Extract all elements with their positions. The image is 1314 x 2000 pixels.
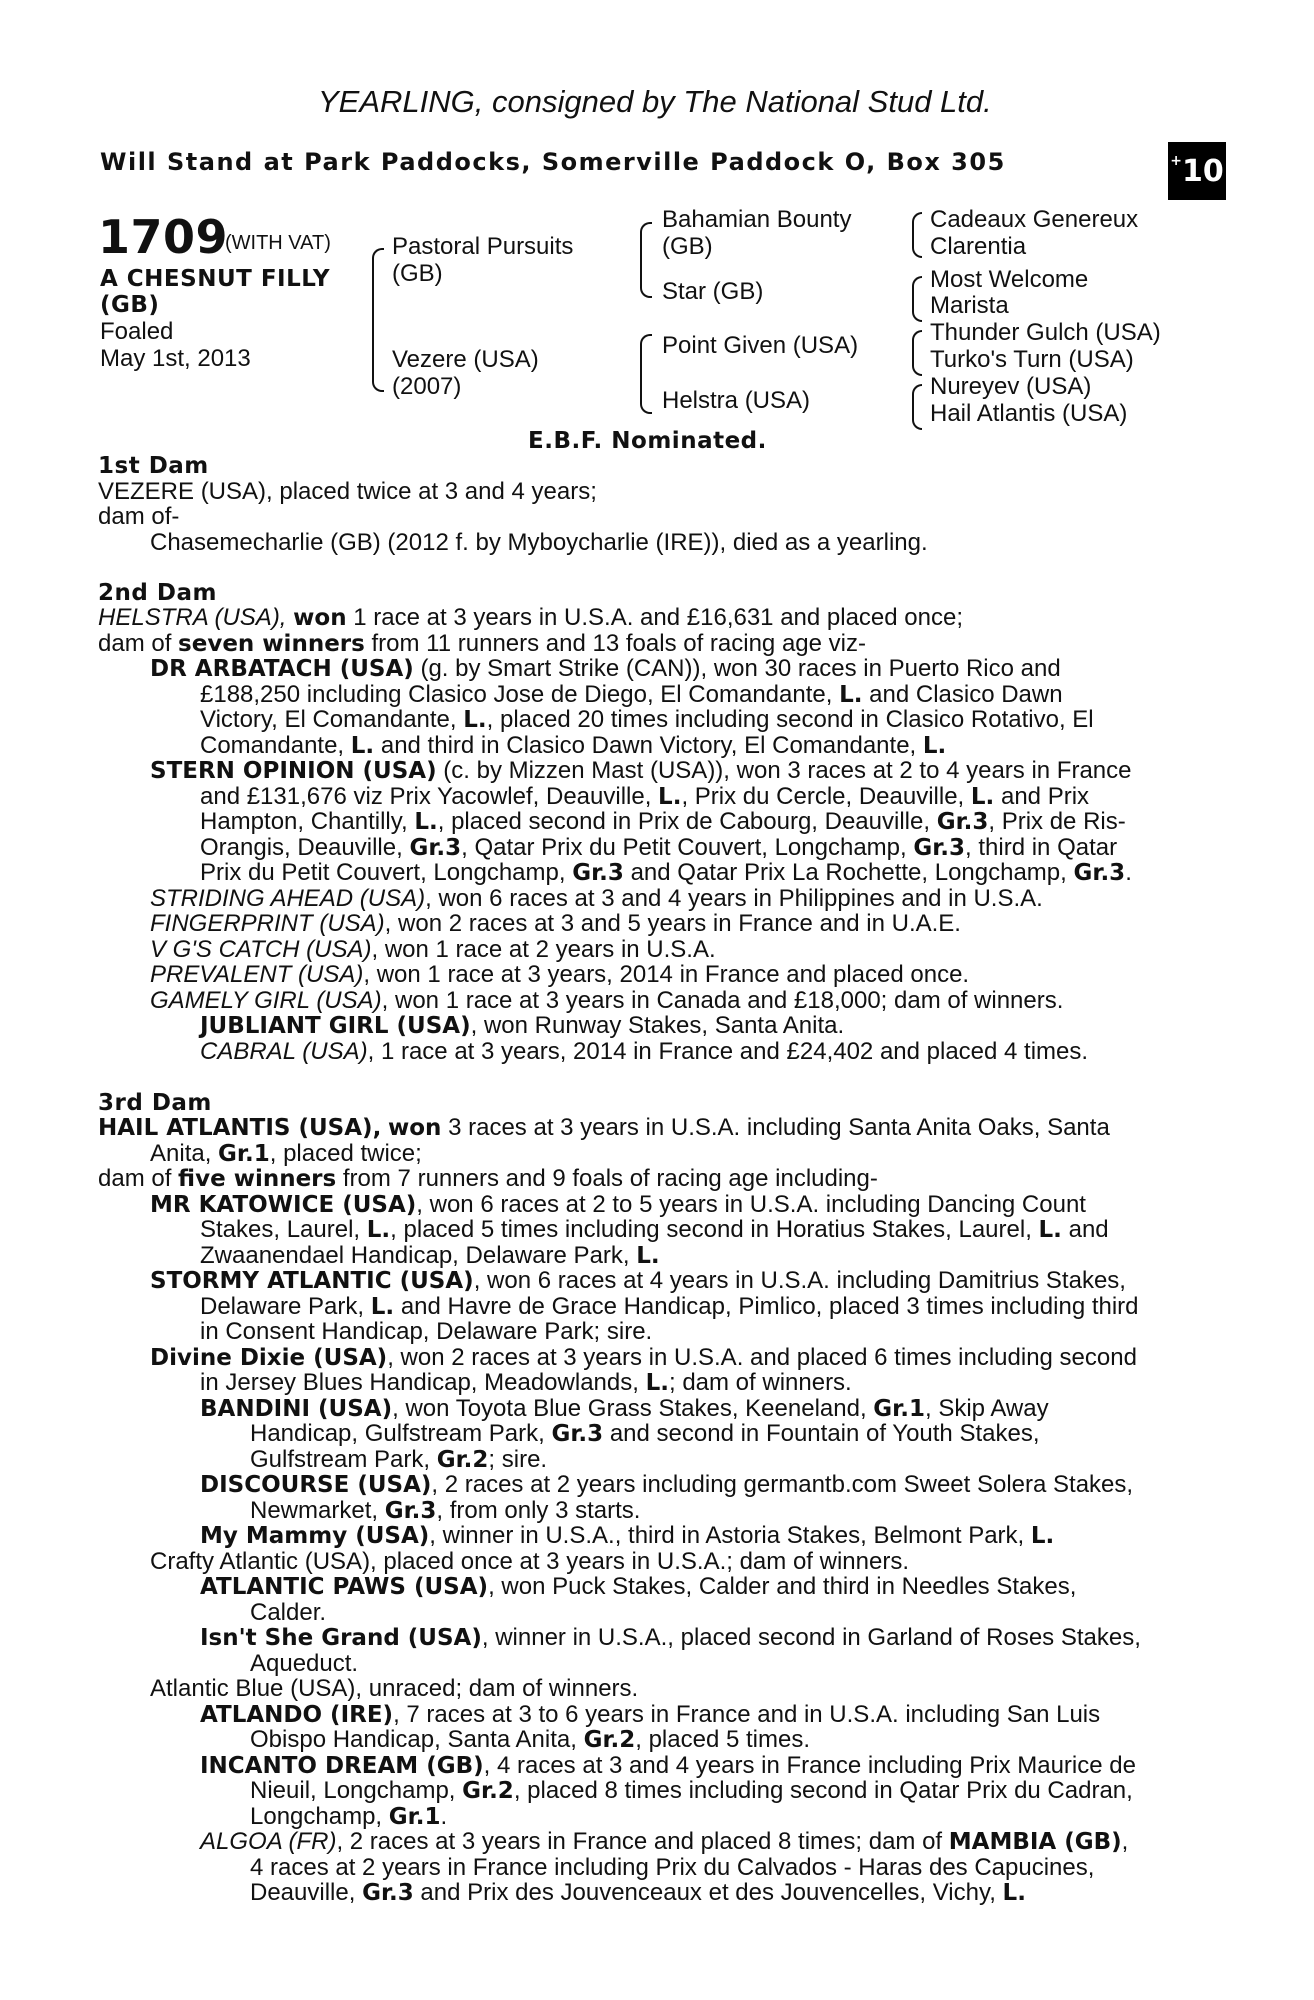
third-dam-line bbox=[250, 1880, 1026, 1907]
text: Gr.1 bbox=[218, 1141, 270, 1167]
text: V G'S CATCH (USA) bbox=[150, 936, 372, 963]
text: , Prix du Cercle, Deauville, bbox=[681, 783, 965, 810]
text: (c. by Mizzen Mast (USA)), won 3 races at 2 to 4 years in France bbox=[443, 757, 1132, 784]
text: Obispo Handicap, Santa Anita, bbox=[250, 1726, 577, 1753]
text: Isn't She Grand (USA) bbox=[200, 1625, 482, 1651]
text: Gr.2 bbox=[436, 1447, 489, 1473]
text: and Clasico Dawn bbox=[869, 681, 1063, 708]
text: , won Puck Stakes, Calder and third in Needles Stakes, bbox=[488, 1573, 1077, 1600]
lot-badge bbox=[1168, 142, 1226, 200]
first-dam-heading: 1st Dam bbox=[98, 453, 209, 479]
dam-year: (2007) bbox=[392, 373, 462, 400]
text: , placed 8 times including second in Qatar Prix du Cadran, bbox=[513, 1777, 1133, 1804]
dam-sire: Point Given (USA) bbox=[662, 332, 859, 359]
text: . bbox=[440, 1803, 448, 1830]
text: 3 races at 3 years in U.S.A. including Santa Anita Oaks, Santa bbox=[448, 1114, 1110, 1141]
first-dam-line: Chasemecharlie (GB) (2012 f. by Myboycharlie (IRE)), died as a yearling. bbox=[150, 529, 928, 556]
third-dam-line bbox=[250, 1447, 547, 1474]
text: , won 6 races at 4 years in U.S.A. including Damitrius Stakes, bbox=[473, 1267, 1126, 1294]
text: Deauville, bbox=[250, 1879, 356, 1906]
third-dam-line bbox=[200, 1702, 1100, 1729]
text: Comandante, bbox=[200, 732, 345, 759]
second-dam-line bbox=[150, 758, 1132, 785]
third-dam-line bbox=[200, 1294, 1139, 1321]
text: Orangis, Deauville, bbox=[200, 834, 403, 861]
text: , placed 5 times including second in Horatius Stakes, Laurel, bbox=[390, 1216, 1032, 1243]
text: Gulfstream Park, bbox=[250, 1446, 431, 1473]
second-dam-line bbox=[98, 631, 866, 658]
text: , from only 3 starts. bbox=[436, 1497, 641, 1524]
text: ; sire. bbox=[488, 1446, 548, 1473]
text: , won 1 race at 2 years in U.S.A. bbox=[371, 936, 716, 963]
text: Zwaanendael Handicap, Delaware Park, bbox=[200, 1242, 630, 1269]
text: won bbox=[293, 605, 347, 631]
third-dam-line bbox=[250, 1498, 640, 1525]
text: PREVALENT (USA) bbox=[150, 961, 364, 988]
text: , winner in U.S.A., placed second in Garland of Roses Stakes, bbox=[481, 1624, 1141, 1651]
text: L. bbox=[414, 809, 438, 835]
text: STRIDING AHEAD (USA) bbox=[150, 885, 426, 912]
text: L. bbox=[970, 784, 995, 810]
third-dam-line bbox=[250, 1804, 447, 1831]
text: , bbox=[1121, 1828, 1129, 1855]
text: Gr.3 bbox=[572, 860, 624, 886]
text: ATLANDO (IRE) bbox=[200, 1702, 394, 1728]
second-dam-line bbox=[200, 682, 1063, 709]
text: , won 6 races at 2 to 5 years in U.S.A. including Dancing Count bbox=[416, 1191, 1086, 1218]
text: , won 2 races at 3 years in U.S.A. and placed 6 times including second bbox=[387, 1344, 1137, 1371]
third-dam-line: Atlantic Blue (USA), unraced; dam of winners. bbox=[150, 1675, 639, 1702]
text: , 4 races at 3 and 4 years in France including Prix Maurice de bbox=[483, 1752, 1136, 1779]
third-dam-line: in Consent Handicap, Delaware Park; sire. bbox=[200, 1318, 653, 1345]
text: , won 2 races at 3 and 5 years in France and in U.A.E. bbox=[384, 910, 961, 937]
text: , 7 races at 3 to 6 years in France and in U.S.A. including San Luis bbox=[393, 1701, 1101, 1728]
sire-origin: (GB) bbox=[392, 260, 443, 287]
text: and third in Clasico Dawn Victory, El Comandante, bbox=[380, 732, 917, 759]
third-dam-line bbox=[200, 1574, 1076, 1601]
text: and £131,676 viz Prix Yacowlef, Deauville, bbox=[200, 783, 652, 810]
dds: Nureyev (USA) bbox=[930, 373, 1092, 400]
bracket-4 bbox=[912, 384, 922, 430]
text: , 2 races at 2 years including germantb.com Sweet Solera Stakes, bbox=[431, 1471, 1134, 1498]
text: Newmarket, bbox=[250, 1497, 379, 1524]
third-dam-line bbox=[150, 1268, 1126, 1295]
text: L. bbox=[839, 682, 863, 708]
text: , won Toyota Blue Grass Stakes, Keeneland, bbox=[392, 1395, 867, 1422]
second-dam-line bbox=[200, 835, 1117, 862]
sire-sire: Bahamian Bounty bbox=[662, 206, 852, 233]
text: GAMELY GIRL (USA) bbox=[150, 987, 382, 1014]
first-dam-line: dam of- bbox=[98, 503, 180, 530]
text: and Prix des Jouvenceaux et des Jouvencelles, Vichy, bbox=[420, 1879, 996, 1906]
text: , won 1 race at 3 years, 2014 in France and placed once. bbox=[363, 961, 970, 988]
lot-number: 1709 bbox=[98, 210, 229, 264]
text: Gr.3 bbox=[384, 1498, 437, 1524]
foaled-label: Foaled bbox=[100, 318, 174, 345]
text: L. bbox=[366, 1217, 391, 1243]
text: STERN OPINION (USA) bbox=[150, 758, 437, 784]
third-dam-line: Crafty Atlantic (USA), placed once at 3 years in U.S.A.; dam of winners. bbox=[150, 1548, 909, 1575]
text: Hampton, Chantilly, bbox=[200, 808, 408, 835]
text: HELSTRA (USA), bbox=[98, 604, 287, 631]
third-dam-line bbox=[98, 1115, 1110, 1142]
text: , third in Qatar bbox=[965, 834, 1118, 861]
text: ALGOA (FR) bbox=[200, 1828, 337, 1855]
sire-dam-bracket bbox=[372, 248, 384, 392]
third-dam-heading: 3rd Dam bbox=[98, 1090, 212, 1116]
third-dam-line bbox=[200, 1753, 1136, 1780]
dam: Vezere (USA) bbox=[392, 346, 539, 373]
text: L. bbox=[1002, 1880, 1026, 1906]
text: , placed twice; bbox=[269, 1140, 422, 1167]
text: Gr.3 bbox=[551, 1421, 604, 1447]
text: , 1 race at 3 years, 2014 in France and £24,402 and placed 4 times. bbox=[367, 1038, 1089, 1065]
ssd: Clarentia bbox=[930, 233, 1027, 260]
third-dam-line bbox=[200, 1370, 852, 1397]
text: JUBLIANT GIRL (USA) bbox=[200, 1013, 471, 1039]
text: BANDINI (USA) bbox=[200, 1396, 393, 1422]
text: L. bbox=[658, 784, 682, 810]
third-dam-line bbox=[200, 1625, 1141, 1652]
text: (g. by Smart Strike (CAN)), won 30 races in Puerto Rico and bbox=[420, 655, 1061, 682]
sire-parents-bracket bbox=[640, 222, 652, 298]
lot-name-line1: A CHESNUT FILLY bbox=[100, 266, 330, 292]
text: and second in Fountain of Youth Stakes, bbox=[609, 1420, 1040, 1447]
text: from 11 runners and 13 foals of racing age viz- bbox=[371, 630, 866, 657]
bracket-1 bbox=[912, 212, 922, 258]
third-dam-line bbox=[98, 1166, 878, 1193]
text: Gr.3 bbox=[936, 809, 989, 835]
text: L. bbox=[463, 707, 487, 733]
text: , Skip Away bbox=[924, 1395, 1049, 1422]
text: , 2 races at 3 years in France and placed 8 times; dam of bbox=[336, 1828, 943, 1855]
third-dam-line bbox=[200, 1396, 1049, 1423]
second-dam-line bbox=[200, 707, 1094, 734]
text: ATLANTIC PAWS (USA) bbox=[200, 1574, 489, 1600]
bracket-2 bbox=[912, 276, 922, 322]
text: , Prix de Ris- bbox=[988, 808, 1126, 835]
text: Gr.3 bbox=[409, 835, 462, 861]
text: ; dam of winners. bbox=[668, 1369, 852, 1396]
text: from 7 runners and 9 foals of racing age including- bbox=[342, 1165, 878, 1192]
second-dam-line bbox=[150, 937, 716, 963]
text: and Qatar Prix La Rochette, Longchamp, bbox=[630, 859, 1067, 886]
ddd: Hail Atlantis (USA) bbox=[930, 400, 1128, 427]
sds: Most Welcome bbox=[930, 266, 1089, 293]
text: L. bbox=[1030, 1523, 1055, 1549]
dam-dam: Helstra (USA) bbox=[662, 387, 811, 414]
second-dam-line bbox=[98, 605, 963, 632]
text: seven winners bbox=[178, 631, 365, 657]
sire-sire-origin: (GB) bbox=[662, 233, 713, 260]
text: dam of bbox=[98, 630, 172, 657]
text: , placed 20 times including second in Clasico Rotativo, El bbox=[486, 706, 1094, 733]
text: MR KATOWICE (USA) bbox=[150, 1192, 417, 1218]
text: MAMBIA (GB) bbox=[948, 1829, 1122, 1855]
text: DISCOURSE (USA) bbox=[200, 1472, 432, 1498]
third-dam-line bbox=[150, 1345, 1137, 1372]
text: L. bbox=[922, 733, 947, 759]
text: FINGERPRINT (USA) bbox=[150, 910, 385, 937]
text: Gr.3 bbox=[1073, 860, 1126, 886]
text: L. bbox=[636, 1243, 660, 1269]
second-dam-line bbox=[150, 962, 969, 988]
text: Divine Dixie (USA) bbox=[150, 1345, 388, 1371]
text: and Havre de Grace Handicap, Pimlico, placed 3 times including third bbox=[400, 1293, 1139, 1320]
text: Gr.2 bbox=[583, 1727, 636, 1753]
text: INCANTO DREAM (GB) bbox=[200, 1753, 484, 1779]
text: L. bbox=[1038, 1217, 1062, 1243]
text: Longchamp, bbox=[250, 1803, 383, 1830]
second-dam-line bbox=[200, 1039, 1088, 1065]
text: Nieuil, Longchamp, bbox=[250, 1777, 456, 1804]
text: Handicap, Gulfstream Park, bbox=[250, 1420, 545, 1447]
text: . bbox=[1125, 859, 1132, 886]
text: and bbox=[1068, 1216, 1109, 1243]
text: HAIL ATLANTIS (USA), bbox=[98, 1115, 382, 1141]
text: £188,250 including Clasico Jose de Diego, El Comandante, bbox=[200, 681, 833, 708]
third-dam-line bbox=[250, 1778, 1133, 1805]
text: , winner in U.S.A., third in Astoria Stakes, Belmont Park, bbox=[429, 1522, 1025, 1549]
dss: Thunder Gulch (USA) bbox=[930, 319, 1161, 346]
dam-parents-bracket bbox=[640, 334, 652, 414]
ebf-nominated: E.B.F. Nominated. bbox=[528, 428, 767, 454]
text: Prix du Petit Couvert, Longchamp, bbox=[200, 859, 566, 886]
text: Gr.3 bbox=[913, 835, 966, 861]
foaled-date: May 1st, 2013 bbox=[100, 345, 251, 372]
third-dam-line bbox=[250, 1727, 810, 1754]
text: 1 race at 3 years in U.S.A. and £16,631 and placed once; bbox=[353, 604, 964, 631]
sire: Pastoral Pursuits bbox=[392, 233, 574, 260]
badge-plus: + bbox=[1170, 153, 1182, 169]
text: CABRAL (USA) bbox=[200, 1038, 368, 1065]
first-dam-line: VEZERE (USA), placed twice at 3 and 4 years; bbox=[98, 478, 597, 505]
text: , placed second in Prix de Cabourg, Deauville, bbox=[437, 808, 931, 835]
second-dam-line bbox=[200, 860, 1132, 887]
third-dam-line bbox=[200, 1472, 1133, 1499]
sss: Cadeaux Genereux bbox=[930, 206, 1139, 233]
text: , won 1 race at 3 years in Canada and £18,000; dam of winners. bbox=[381, 987, 1064, 1014]
text: , won Runway Stakes, Santa Anita. bbox=[470, 1012, 845, 1039]
badge-number: 10 bbox=[1181, 153, 1224, 189]
text: STORMY ATLANTIC (USA) bbox=[150, 1268, 474, 1294]
text: Victory, El Comandante, bbox=[200, 706, 457, 733]
text: , placed 5 times. bbox=[635, 1726, 810, 1753]
second-dam-line bbox=[150, 886, 1043, 912]
text: My Mammy (USA) bbox=[200, 1523, 430, 1549]
text: L. bbox=[645, 1370, 669, 1396]
third-dam-line bbox=[250, 1421, 1039, 1448]
text: won bbox=[387, 1115, 442, 1141]
text: Stakes, Laurel, bbox=[200, 1216, 361, 1243]
text: Gr.2 bbox=[462, 1778, 514, 1804]
second-dam-line bbox=[200, 733, 946, 760]
second-dam-line bbox=[150, 988, 1063, 1014]
third-dam-line bbox=[200, 1217, 1109, 1244]
second-dam-line bbox=[200, 784, 1089, 811]
lot-name-line2: (GB) bbox=[100, 292, 160, 318]
sire-dam: Star (GB) bbox=[662, 278, 764, 305]
third-dam-line bbox=[200, 1829, 1128, 1856]
text: in Jersey Blues Handicap, Meadowlands, bbox=[200, 1369, 639, 1396]
third-dam-line bbox=[200, 1523, 1054, 1550]
consignor-line: YEARLING, consigned by The National Stud Ltd. bbox=[318, 84, 992, 119]
text: Gr.1 bbox=[388, 1804, 441, 1830]
text: Gr.1 bbox=[873, 1396, 925, 1422]
text: L. bbox=[350, 733, 375, 759]
third-dam-line bbox=[150, 1141, 422, 1168]
third-dam-line bbox=[150, 1192, 1086, 1219]
text: Anita, bbox=[150, 1140, 212, 1167]
text: , Qatar Prix du Petit Couvert, Longchamp, bbox=[461, 834, 907, 861]
text: and Prix bbox=[1000, 783, 1090, 810]
vat-note: (WITH VAT) bbox=[225, 232, 331, 254]
second-dam-line bbox=[200, 1013, 844, 1040]
text: dam of bbox=[98, 1165, 172, 1192]
bracket-3 bbox=[912, 330, 922, 376]
dsd: Turko's Turn (USA) bbox=[930, 346, 1134, 373]
text: , won 6 races at 3 and 4 years in Philippines and in U.S.A. bbox=[425, 885, 1043, 912]
text: Delaware Park, bbox=[200, 1293, 365, 1320]
second-dam-heading: 2nd Dam bbox=[98, 580, 217, 606]
third-dam-line: Calder. bbox=[250, 1599, 327, 1626]
stand-location: Will Stand at Park Paddocks, Somerville Paddock O, Box 305 bbox=[100, 148, 1006, 176]
text: L. bbox=[370, 1294, 395, 1320]
third-dam-line: Aqueduct. bbox=[250, 1650, 359, 1677]
second-dam-line bbox=[150, 911, 961, 937]
text: five winners bbox=[178, 1166, 337, 1192]
third-dam-line: 4 races at 2 years in France including Prix du Calvados - Haras des Capucines, bbox=[250, 1854, 1095, 1881]
sdd: Marista bbox=[930, 292, 1009, 319]
third-dam-line bbox=[200, 1243, 660, 1270]
second-dam-line bbox=[150, 656, 1061, 683]
second-dam-line bbox=[200, 809, 1126, 836]
text: DR ARBATACH (USA) bbox=[150, 656, 414, 682]
text: Gr.3 bbox=[362, 1880, 414, 1906]
